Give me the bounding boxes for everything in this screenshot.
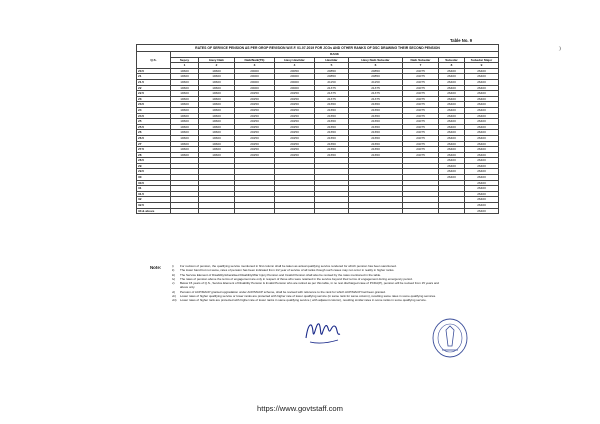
rank-header: RANK bbox=[171, 52, 499, 58]
qs-cell: 33 & above bbox=[137, 208, 171, 214]
rate-cell: 24075 bbox=[403, 79, 439, 85]
rate-cell: 19600 bbox=[199, 130, 235, 136]
rate-cell: 19600 bbox=[199, 79, 235, 85]
pension-rates-table bbox=[136, 44, 499, 214]
rate-cell: 19600 bbox=[199, 124, 235, 130]
rate-cell: 20850 bbox=[349, 68, 403, 74]
column-header: Havy Naik bbox=[199, 57, 235, 63]
note-item bbox=[172, 298, 482, 302]
qs-cell: 30.5 bbox=[137, 180, 171, 186]
rate-cell: 26400 bbox=[465, 96, 499, 102]
rate-cell: 24075 bbox=[403, 102, 439, 108]
qs-cell: 25 bbox=[137, 119, 171, 125]
rate-cell: 24075 bbox=[403, 130, 439, 136]
rate-cell: 20850 bbox=[315, 68, 349, 74]
rate-cell bbox=[199, 208, 235, 214]
note-text: The rates of pension above the terms of engagement are only in respect of those who were retained in the service beyond their terms of engagement during emergency period. bbox=[180, 276, 413, 281]
column-header: Sepoy bbox=[171, 57, 199, 63]
qs-cell: 32.5 bbox=[137, 203, 171, 209]
rate-cell: 26400 bbox=[465, 79, 499, 85]
note-text: Below 15 years of Q.S., Service Element of Disability Pension & Invalid Pension who are retired as per this table, in no rest discharged case of PCDA(P), pension will be revised from 15 years and bbox=[180, 281, 439, 286]
rate-cell: 26400 bbox=[465, 163, 499, 169]
rate-cell: 19600 bbox=[199, 68, 235, 74]
note-label: Note: bbox=[150, 265, 162, 270]
rate-cell: 26400 bbox=[465, 119, 499, 125]
table-title: RATES OF SERVICE PENSION AS PER OROP REVISION W.E.F. 01.07.2019 FOR JCOs AND OTHER RANKS OF DSC DRAWING THEIR SECOND PENSION bbox=[137, 45, 499, 52]
qs-cell: 27 bbox=[137, 141, 171, 147]
qs-cell: 26.5 bbox=[137, 135, 171, 141]
rate-cell: 20250 bbox=[275, 107, 315, 113]
qs-cell: 25.5 bbox=[137, 124, 171, 130]
qs-cell: 21.5 bbox=[137, 79, 171, 85]
rate-cell: 20250 bbox=[235, 102, 275, 108]
rate-cell: 21375 bbox=[315, 85, 349, 91]
rate-cell: 20250 bbox=[275, 96, 315, 102]
rate-cell: 24075 bbox=[403, 113, 439, 119]
rate-cell: 24075 bbox=[403, 96, 439, 102]
qs-cell: 32 bbox=[137, 197, 171, 203]
note-number: iv) bbox=[172, 276, 176, 281]
note-text: Lower rates of higher rank are protected with higher rate of lower ranks in same qualifying service ( with adjacent column), resulting similar rates in some ranks in some qualifying service. bbox=[180, 298, 427, 303]
rate-cell: 19600 bbox=[199, 113, 235, 119]
rate-cell: 21650 bbox=[349, 135, 403, 141]
rate-cell bbox=[275, 208, 315, 214]
note-number: vi) bbox=[172, 289, 176, 294]
rate-cell: 19600 bbox=[171, 85, 199, 91]
qs-header: Q.S. bbox=[137, 52, 171, 69]
rate-cell: 19600 bbox=[199, 85, 235, 91]
rate-cell bbox=[315, 208, 349, 214]
rate-cell: 26400 bbox=[439, 96, 465, 102]
rate-cell: 26400 bbox=[465, 85, 499, 91]
rate-cell: 21150 bbox=[315, 79, 349, 85]
rate-cell: 19600 bbox=[171, 96, 199, 102]
rate-cell: 26400 bbox=[465, 191, 499, 197]
rate-cell: 21650 bbox=[349, 113, 403, 119]
rate-cell: 20250 bbox=[235, 135, 275, 141]
rate-cell: 20250 bbox=[235, 130, 275, 136]
rate-cell: 19600 bbox=[199, 96, 235, 102]
qs-cell: 20.5 bbox=[137, 68, 171, 74]
rate-cell: 20250 bbox=[275, 135, 315, 141]
qs-cell: 29.5 bbox=[137, 169, 171, 175]
rate-cell bbox=[171, 208, 199, 214]
rate-cell: 26400 bbox=[439, 152, 465, 158]
rate-cell: 26400 bbox=[465, 152, 499, 158]
column-number: 4 bbox=[275, 63, 315, 69]
rate-cell: 26400 bbox=[465, 208, 499, 214]
rate-cell: 21650 bbox=[315, 141, 349, 147]
rate-cell: 20000 bbox=[235, 68, 275, 74]
rate-cell: 19600 bbox=[199, 91, 235, 97]
rate-cell: 21650 bbox=[349, 124, 403, 130]
rate-cell: 20250 bbox=[275, 147, 315, 153]
rate-cell: 20250 bbox=[235, 141, 275, 147]
rate-cell: 24075 bbox=[403, 85, 439, 91]
rate-cell: 19600 bbox=[171, 141, 199, 147]
column-number: 1 bbox=[171, 63, 199, 69]
rate-cell: 19600 bbox=[171, 135, 199, 141]
page-margin-mark bbox=[557, 46, 561, 51]
rate-cell: 26400 bbox=[465, 169, 499, 175]
rate-cell: 24075 bbox=[403, 135, 439, 141]
column-header: Havy Havildar bbox=[275, 57, 315, 63]
rate-cell: 20250 bbox=[275, 124, 315, 130]
rate-cell: 20000 bbox=[235, 74, 275, 80]
rate-cell: 26400 bbox=[439, 68, 465, 74]
rate-cell: 20850 bbox=[349, 74, 403, 80]
rate-cell: 21375 bbox=[349, 91, 403, 97]
rate-cell: 24075 bbox=[403, 119, 439, 125]
rate-cell: 21650 bbox=[315, 135, 349, 141]
rate-cell: 26400 bbox=[439, 102, 465, 108]
rate-cell: 19600 bbox=[171, 91, 199, 97]
rate-cell: 26400 bbox=[465, 141, 499, 147]
qs-cell: 29 bbox=[137, 163, 171, 169]
rate-cell: 21650 bbox=[315, 119, 349, 125]
rate-cell: 20250 bbox=[235, 113, 275, 119]
note-text: above only. bbox=[180, 285, 196, 290]
qs-cell: 31 bbox=[137, 186, 171, 192]
note-text: The Service Element of Disability/Liberalised Disability/War Injury Pension and Invalid Pension shall also be revised by the rates mentioned in the table. bbox=[180, 272, 381, 277]
column-header: Subedar Major bbox=[465, 57, 499, 63]
qs-cell: 21 bbox=[137, 74, 171, 80]
rate-cell: 26400 bbox=[465, 203, 499, 209]
column-number: 2 bbox=[199, 63, 235, 69]
rate-cell: 20000 bbox=[275, 74, 315, 80]
rate-cell: 19600 bbox=[171, 124, 199, 130]
rate-cell: 24075 bbox=[403, 74, 439, 80]
rate-cell: 26400 bbox=[439, 85, 465, 91]
rate-cell: 24075 bbox=[403, 141, 439, 147]
rate-cell: 26400 bbox=[439, 107, 465, 113]
rate-cell: 20250 bbox=[235, 119, 275, 125]
rate-cell bbox=[349, 208, 403, 214]
seal-drawing bbox=[430, 316, 470, 360]
rate-cell: 19600 bbox=[199, 119, 235, 125]
rate-cell: 19600 bbox=[199, 152, 235, 158]
rate-cell: 19600 bbox=[171, 74, 199, 80]
rate-cell: 26400 bbox=[439, 91, 465, 97]
rate-cell: 21650 bbox=[315, 124, 349, 130]
rate-cell: 19600 bbox=[171, 68, 199, 74]
note-text: Pension of ACP/MACP granted upgradation under ACP/MACP scheme, shall be revised with reference to the rank for which ACP/MACP had been granted. bbox=[180, 289, 386, 294]
rate-cell: 21650 bbox=[349, 119, 403, 125]
note-number: viii) bbox=[172, 298, 177, 303]
column-number: 6 bbox=[349, 63, 403, 69]
qs-cell: 28.5 bbox=[137, 158, 171, 164]
qs-cell: 31.5 bbox=[137, 191, 171, 197]
rate-cell: 26400 bbox=[439, 124, 465, 130]
rate-cell: 24075 bbox=[403, 68, 439, 74]
rate-cell: 24075 bbox=[403, 152, 439, 158]
rate-cell bbox=[439, 208, 465, 214]
rate-cell: 24075 bbox=[403, 147, 439, 153]
column-number: 8 bbox=[439, 63, 465, 69]
rate-cell: 19600 bbox=[171, 147, 199, 153]
rate-cell: 20250 bbox=[275, 119, 315, 125]
rate-cell: 20050 bbox=[275, 68, 315, 74]
rate-cell: 26400 bbox=[439, 169, 465, 175]
rate-cell: 19600 bbox=[199, 147, 235, 153]
rate-cell: 19600 bbox=[199, 107, 235, 113]
note-text: The lower band but not same, rates of pension has been indicated from 1/2 year of service of all ranks though such cases may not occur in reality in higher ranks. bbox=[180, 268, 395, 273]
rate-cell: 26400 bbox=[439, 79, 465, 85]
rate-cell: 26400 bbox=[439, 158, 465, 164]
rate-cell: 26400 bbox=[439, 74, 465, 80]
qs-cell: 22.5 bbox=[137, 91, 171, 97]
rate-cell: 21650 bbox=[315, 113, 349, 119]
column-header: Havy Naib Subedar bbox=[349, 57, 403, 63]
qs-cell: 27.5 bbox=[137, 147, 171, 153]
column-number: 7 bbox=[403, 63, 439, 69]
rate-cell: 26400 bbox=[439, 147, 465, 153]
footer-url[interactable]: https://www.govtstaff.com bbox=[257, 404, 343, 413]
rate-cell: 19600 bbox=[199, 135, 235, 141]
rate-cell: 26400 bbox=[439, 163, 465, 169]
note-number: ii) bbox=[172, 268, 175, 273]
rate-cell: 26400 bbox=[465, 147, 499, 153]
rate-cell: 24075 bbox=[403, 124, 439, 130]
rate-cell: 21375 bbox=[315, 96, 349, 102]
rate-cell: 19600 bbox=[199, 141, 235, 147]
rate-cell: 26400 bbox=[465, 135, 499, 141]
rate-cell: 26400 bbox=[465, 197, 499, 203]
rate-cell: 19600 bbox=[171, 102, 199, 108]
column-header: Naik/Naik(TS) bbox=[235, 57, 275, 63]
rate-cell: 26400 bbox=[465, 74, 499, 80]
rate-cell: 26400 bbox=[465, 158, 499, 164]
qs-cell: 23 bbox=[137, 96, 171, 102]
qs-cell: 24 bbox=[137, 107, 171, 113]
rate-cell: 19600 bbox=[199, 102, 235, 108]
qs-cell: 26 bbox=[137, 130, 171, 136]
rate-cell: 26400 bbox=[465, 113, 499, 119]
qs-cell: 24.5 bbox=[137, 113, 171, 119]
rate-cell: 21650 bbox=[349, 147, 403, 153]
rate-cell: 19600 bbox=[171, 119, 199, 125]
note-text: Lower rates of higher qualifying service or lower ranks are protected with higher rate of lower qualifying service (in same rank for same column), resulting same rates in some qualifying services. bbox=[180, 294, 436, 299]
rate-cell: 21375 bbox=[315, 91, 349, 97]
rate-cell: 19600 bbox=[171, 152, 199, 158]
note-number: vii) bbox=[172, 294, 176, 299]
rate-cell: 19600 bbox=[171, 113, 199, 119]
rate-cell: 20250 bbox=[235, 107, 275, 113]
rate-cell: 26400 bbox=[465, 107, 499, 113]
rate-cell: 21650 bbox=[315, 152, 349, 158]
rate-cell: 21650 bbox=[349, 152, 403, 158]
rate-cell: 20250 bbox=[275, 141, 315, 147]
rate-cell: 19600 bbox=[171, 130, 199, 136]
rate-cell: 20250 bbox=[235, 96, 275, 102]
rate-cell: 26400 bbox=[439, 175, 465, 181]
rate-cell: 21650 bbox=[315, 102, 349, 108]
signature bbox=[300, 314, 344, 353]
rate-cell: 26400 bbox=[465, 180, 499, 186]
rate-cell: 26400 bbox=[465, 102, 499, 108]
rate-cell: 26400 bbox=[465, 175, 499, 181]
pension-table-container bbox=[136, 44, 493, 214]
rate-cell: 21650 bbox=[349, 107, 403, 113]
rate-cell: 20000 bbox=[275, 79, 315, 85]
rate-cell: 20000 bbox=[235, 85, 275, 91]
rate-cell: 21650 bbox=[315, 107, 349, 113]
rate-cell: 20250 bbox=[275, 91, 315, 97]
rate-cell: 21375 bbox=[349, 96, 403, 102]
rate-cell: 20250 bbox=[275, 152, 315, 158]
rate-cell: 21150 bbox=[349, 79, 403, 85]
rate-cell: 24075 bbox=[403, 91, 439, 97]
rate-cell: 20000 bbox=[235, 79, 275, 85]
rate-cell: 19600 bbox=[171, 107, 199, 113]
rate-cell: 26400 bbox=[439, 135, 465, 141]
signature-drawing bbox=[300, 314, 344, 348]
rate-cell: 20250 bbox=[275, 113, 315, 119]
notes-list bbox=[172, 264, 482, 303]
column-number: 9 bbox=[465, 63, 499, 69]
rate-cell: 26400 bbox=[465, 68, 499, 74]
rate-cell: 20250 bbox=[235, 124, 275, 130]
column-number: 3 bbox=[235, 63, 275, 69]
rate-cell: 26400 bbox=[465, 130, 499, 136]
rate-cell: 21375 bbox=[349, 85, 403, 91]
rate-cell bbox=[403, 208, 439, 214]
qs-cell: 23.5 bbox=[137, 102, 171, 108]
qs-cell: 22 bbox=[137, 85, 171, 91]
column-header: Naib Subedar bbox=[403, 57, 439, 63]
rate-cell: 21650 bbox=[315, 130, 349, 136]
note-number: iii) bbox=[172, 272, 175, 277]
qs-cell: 30 bbox=[137, 175, 171, 181]
rate-cell: 19600 bbox=[199, 74, 235, 80]
rate-cell: 20250 bbox=[235, 91, 275, 97]
rate-cell: 24075 bbox=[403, 107, 439, 113]
official-seal bbox=[430, 316, 470, 365]
rate-cell: 20250 bbox=[235, 152, 275, 158]
rate-cell bbox=[235, 208, 275, 214]
rate-cell: 26400 bbox=[465, 91, 499, 97]
rate-cell: 20000 bbox=[275, 85, 315, 91]
rate-cell: 20250 bbox=[275, 130, 315, 136]
table-row bbox=[137, 208, 499, 214]
rate-cell: 26400 bbox=[439, 113, 465, 119]
note-text: For revision of pension, the qualifying service mentioned in first column shall be taken as actual qualifying service rendered for which pension has been sanctioned. bbox=[180, 264, 397, 268]
rate-cell: 26400 bbox=[465, 124, 499, 130]
note-number: i) bbox=[172, 264, 174, 268]
rate-cell: 20850 bbox=[315, 74, 349, 80]
column-number: 5 bbox=[315, 63, 349, 69]
qs-cell: 28 bbox=[137, 152, 171, 158]
rate-cell: 21650 bbox=[315, 147, 349, 153]
rate-cell: 19600 bbox=[171, 79, 199, 85]
note-number: v) bbox=[172, 281, 175, 286]
rate-cell: 26400 bbox=[439, 130, 465, 136]
table-body bbox=[137, 68, 499, 213]
rate-cell: 26400 bbox=[465, 186, 499, 192]
table-number: Table No. 9 bbox=[450, 38, 473, 43]
column-header: Subedar bbox=[439, 57, 465, 63]
column-header: Havildar bbox=[315, 57, 349, 63]
rate-cell: 26400 bbox=[439, 119, 465, 125]
rate-cell: 20250 bbox=[275, 102, 315, 108]
rate-cell: 21650 bbox=[349, 102, 403, 108]
rate-cell: 21650 bbox=[349, 141, 403, 147]
rate-cell: 20250 bbox=[235, 147, 275, 153]
rate-cell: 26400 bbox=[439, 141, 465, 147]
rate-cell: 21650 bbox=[349, 130, 403, 136]
